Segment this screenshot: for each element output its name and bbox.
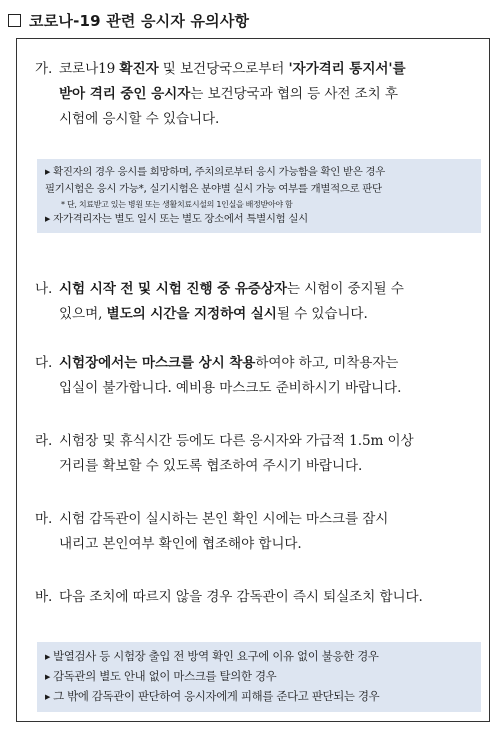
text: 발열검사 등 시험장 출입 전 방역 확인 요구에 이유 없이 불응한 경우 — [53, 649, 379, 663]
bold-text: '자가격리 통지서'를 — [288, 61, 406, 77]
triangle-bullet-icon: ▶ — [45, 168, 51, 176]
footnote: * 단, 치료받고 있는 병원 또는 생활치료시설의 1인실을 배정받아야 함 — [61, 200, 293, 209]
text: 는 시험이 중지될 수 — [286, 281, 404, 297]
triangle-bullet-icon: ▶ — [45, 653, 51, 661]
text: 시험장 및 휴식시간 등에도 다른 응시자와 가급적 1.5m 이상 — [59, 433, 414, 449]
text: 내리고 본인여부 확인에 협조해야 합니다. — [59, 536, 302, 552]
bold-text: 확진자 — [119, 61, 159, 77]
note-box-1 — [37, 159, 481, 233]
checkbox-square-icon — [8, 14, 21, 27]
item-ba — [35, 585, 475, 610]
item-label: 라. — [35, 433, 53, 449]
section-title — [8, 10, 249, 30]
note-item — [45, 647, 475, 667]
section-title-text: 코로나-19 관련 응시자 유의사항 — [29, 11, 250, 30]
bold-text: 받아 격리 중인 응시자 — [59, 86, 191, 102]
text: 감독관의 별도 안내 없이 마스크를 탈의한 경우 — [53, 669, 277, 683]
text: 있으며, — [59, 306, 107, 322]
text: 시험 감독관이 실시하는 본인 확인 시에는 마스크를 잠시 — [59, 511, 389, 527]
item-da — [35, 351, 475, 401]
text: 코로나19 — [59, 61, 120, 77]
text: 확진자의 경우 응시를 희망하며, 주치의로부터 응시 가능함을 확인 받은 경우 — [53, 166, 385, 178]
item-na — [35, 277, 475, 327]
note-item-cont — [45, 181, 475, 198]
triangle-bullet-icon: ▶ — [45, 693, 51, 701]
text: 될 수 있습니다. — [276, 306, 368, 322]
bold-text: 별도의 시간을 지정하여 실시 — [106, 306, 277, 322]
item-ga — [35, 57, 475, 132]
text: 자가격리자는 별도 일시 또는 별도 장소에서 특별시험 실시 — [53, 213, 308, 225]
notice-frame — [16, 38, 490, 722]
text: 필기시험은 응시 가능*, 실기시험은 분야별 실시 가능 여부를 개별적으로 판단 — [45, 183, 382, 195]
text: 다음 조치에 따르지 않을 경우 감독관이 즉시 퇴실조치 합니다. — [59, 589, 423, 605]
item-ra — [35, 429, 475, 479]
text: 거리를 확보할 수 있도록 협조하여 주시기 바랍니다. — [59, 458, 363, 474]
note-item — [45, 687, 475, 707]
note-item — [45, 211, 475, 228]
bold-text: 시험 시작 전 및 시험 진행 중 유증상자 — [59, 281, 287, 297]
triangle-bullet-icon: ▶ — [45, 215, 51, 223]
text: 및 보건당국으로부터 — [158, 61, 289, 77]
item-label: 다. — [35, 355, 53, 371]
item-label: 마. — [35, 511, 53, 527]
note-box-2 — [37, 642, 481, 712]
triangle-bullet-icon: ▶ — [45, 673, 51, 681]
note-item — [45, 667, 475, 687]
item-label: 가. — [35, 61, 53, 77]
text: 하여야 하고, 미착용자는 — [255, 355, 399, 371]
item-label: 바. — [35, 589, 53, 605]
text: 시험에 응시할 수 있습니다. — [59, 111, 220, 127]
item-ma — [35, 507, 475, 557]
note-item — [45, 164, 475, 181]
bold-text: 시험장에서는 마스크를 상시 착용 — [59, 355, 256, 371]
text: 는 보건당국과 협의 등 사전 조치 후 — [190, 86, 398, 102]
text: 그 밖에 감독관이 판단하여 응시자에게 피해를 준다고 판단되는 경우 — [53, 689, 380, 703]
item-label: 나. — [35, 281, 53, 297]
text: 입실이 불가합니다. 예비용 마스크도 준비하시기 바랍니다. — [59, 380, 402, 396]
